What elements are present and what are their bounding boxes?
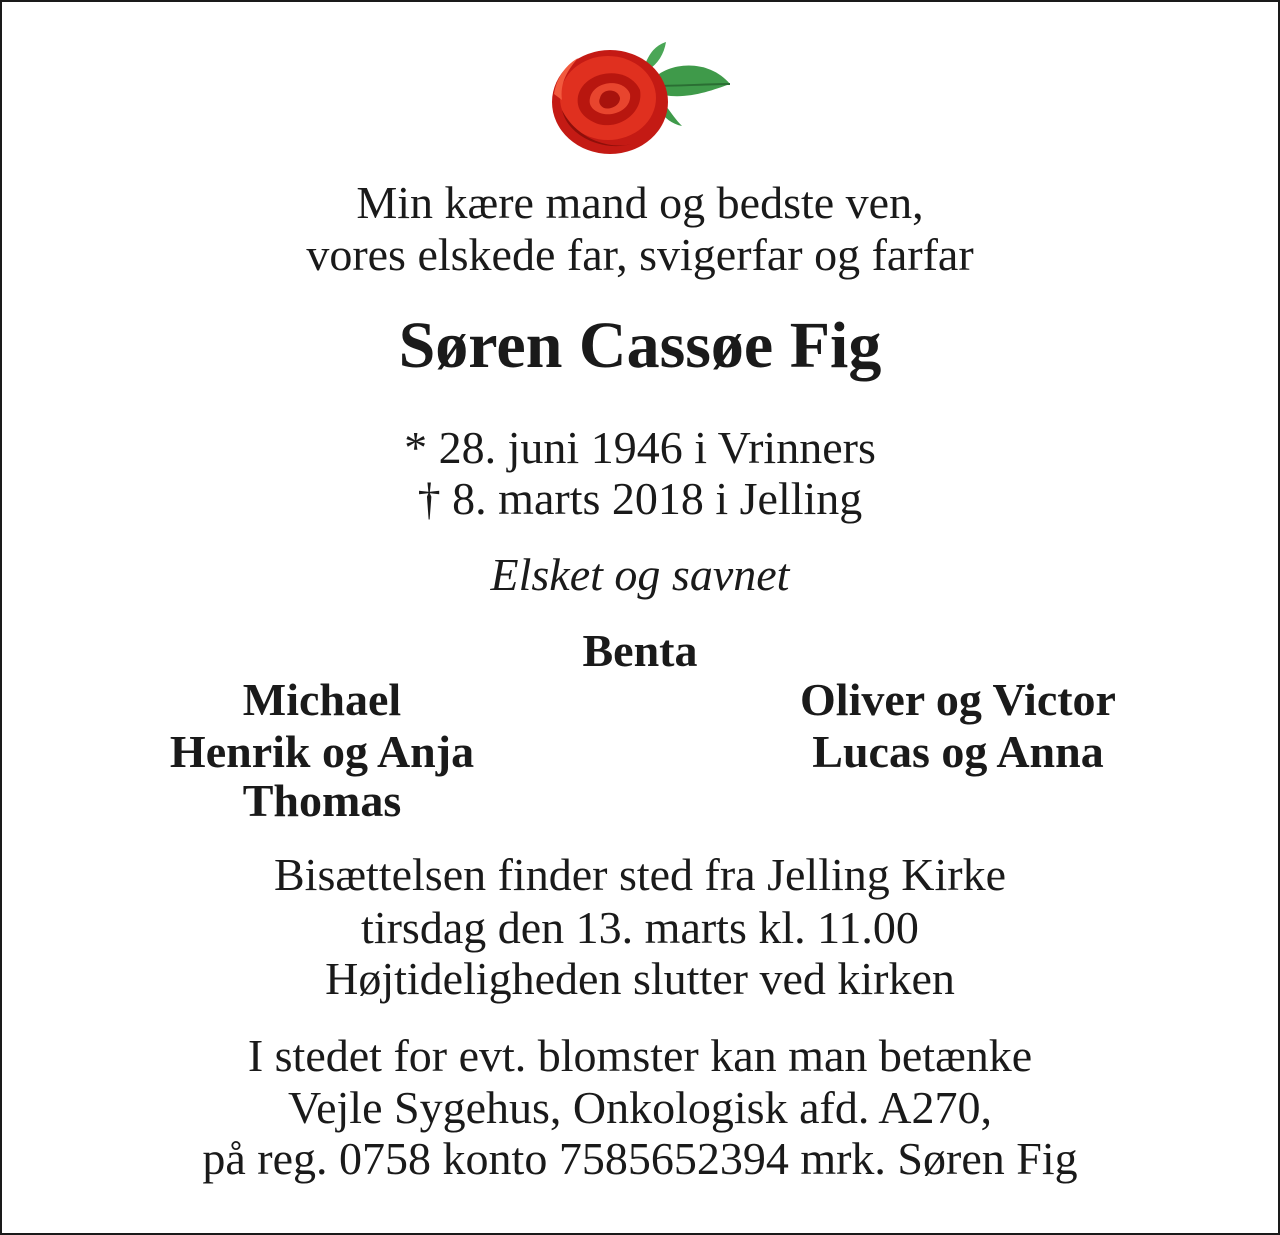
motto: Elsket og savnet <box>490 549 790 600</box>
rose-icon <box>548 40 734 158</box>
family-left-3: Thomas <box>242 775 402 826</box>
family-left-1: Michael <box>242 674 402 725</box>
intro-line-2: vores elskede far, svigerfar og farfar <box>306 229 974 280</box>
family-right-1: Oliver og Victor <box>800 674 1116 725</box>
donation-line-2: Vejle Sygehus, Onkologisk afd. A270, <box>287 1082 992 1133</box>
birth-line: * 28. juni 1946 i Vrinners <box>404 422 876 473</box>
intro-line-1: Min kære mand og bedste ven, <box>356 177 924 228</box>
deceased-name: Søren Cassøe Fig <box>398 309 882 382</box>
family-right-2: Lucas og Anna <box>812 726 1104 777</box>
spouse-name: Benta <box>582 625 698 676</box>
donation-line-3: på reg. 0758 konto 7585652394 mrk. Søren Fig <box>202 1133 1078 1184</box>
death-line: † 8. marts 2018 i Jelling <box>417 473 863 524</box>
funeral-line-2: tirsdag den 13. marts kl. 11.00 <box>361 902 919 953</box>
funeral-line-3: Højtideligheden slutter ved kirken <box>325 953 955 1004</box>
donation-line-1: I stedet for evt. blomster kan man betænke <box>247 1030 1033 1081</box>
funeral-line-1: Bisættelsen finder sted fra Jelling Kirke <box>273 849 1006 900</box>
family-left-2: Henrik og Anja <box>169 726 475 777</box>
